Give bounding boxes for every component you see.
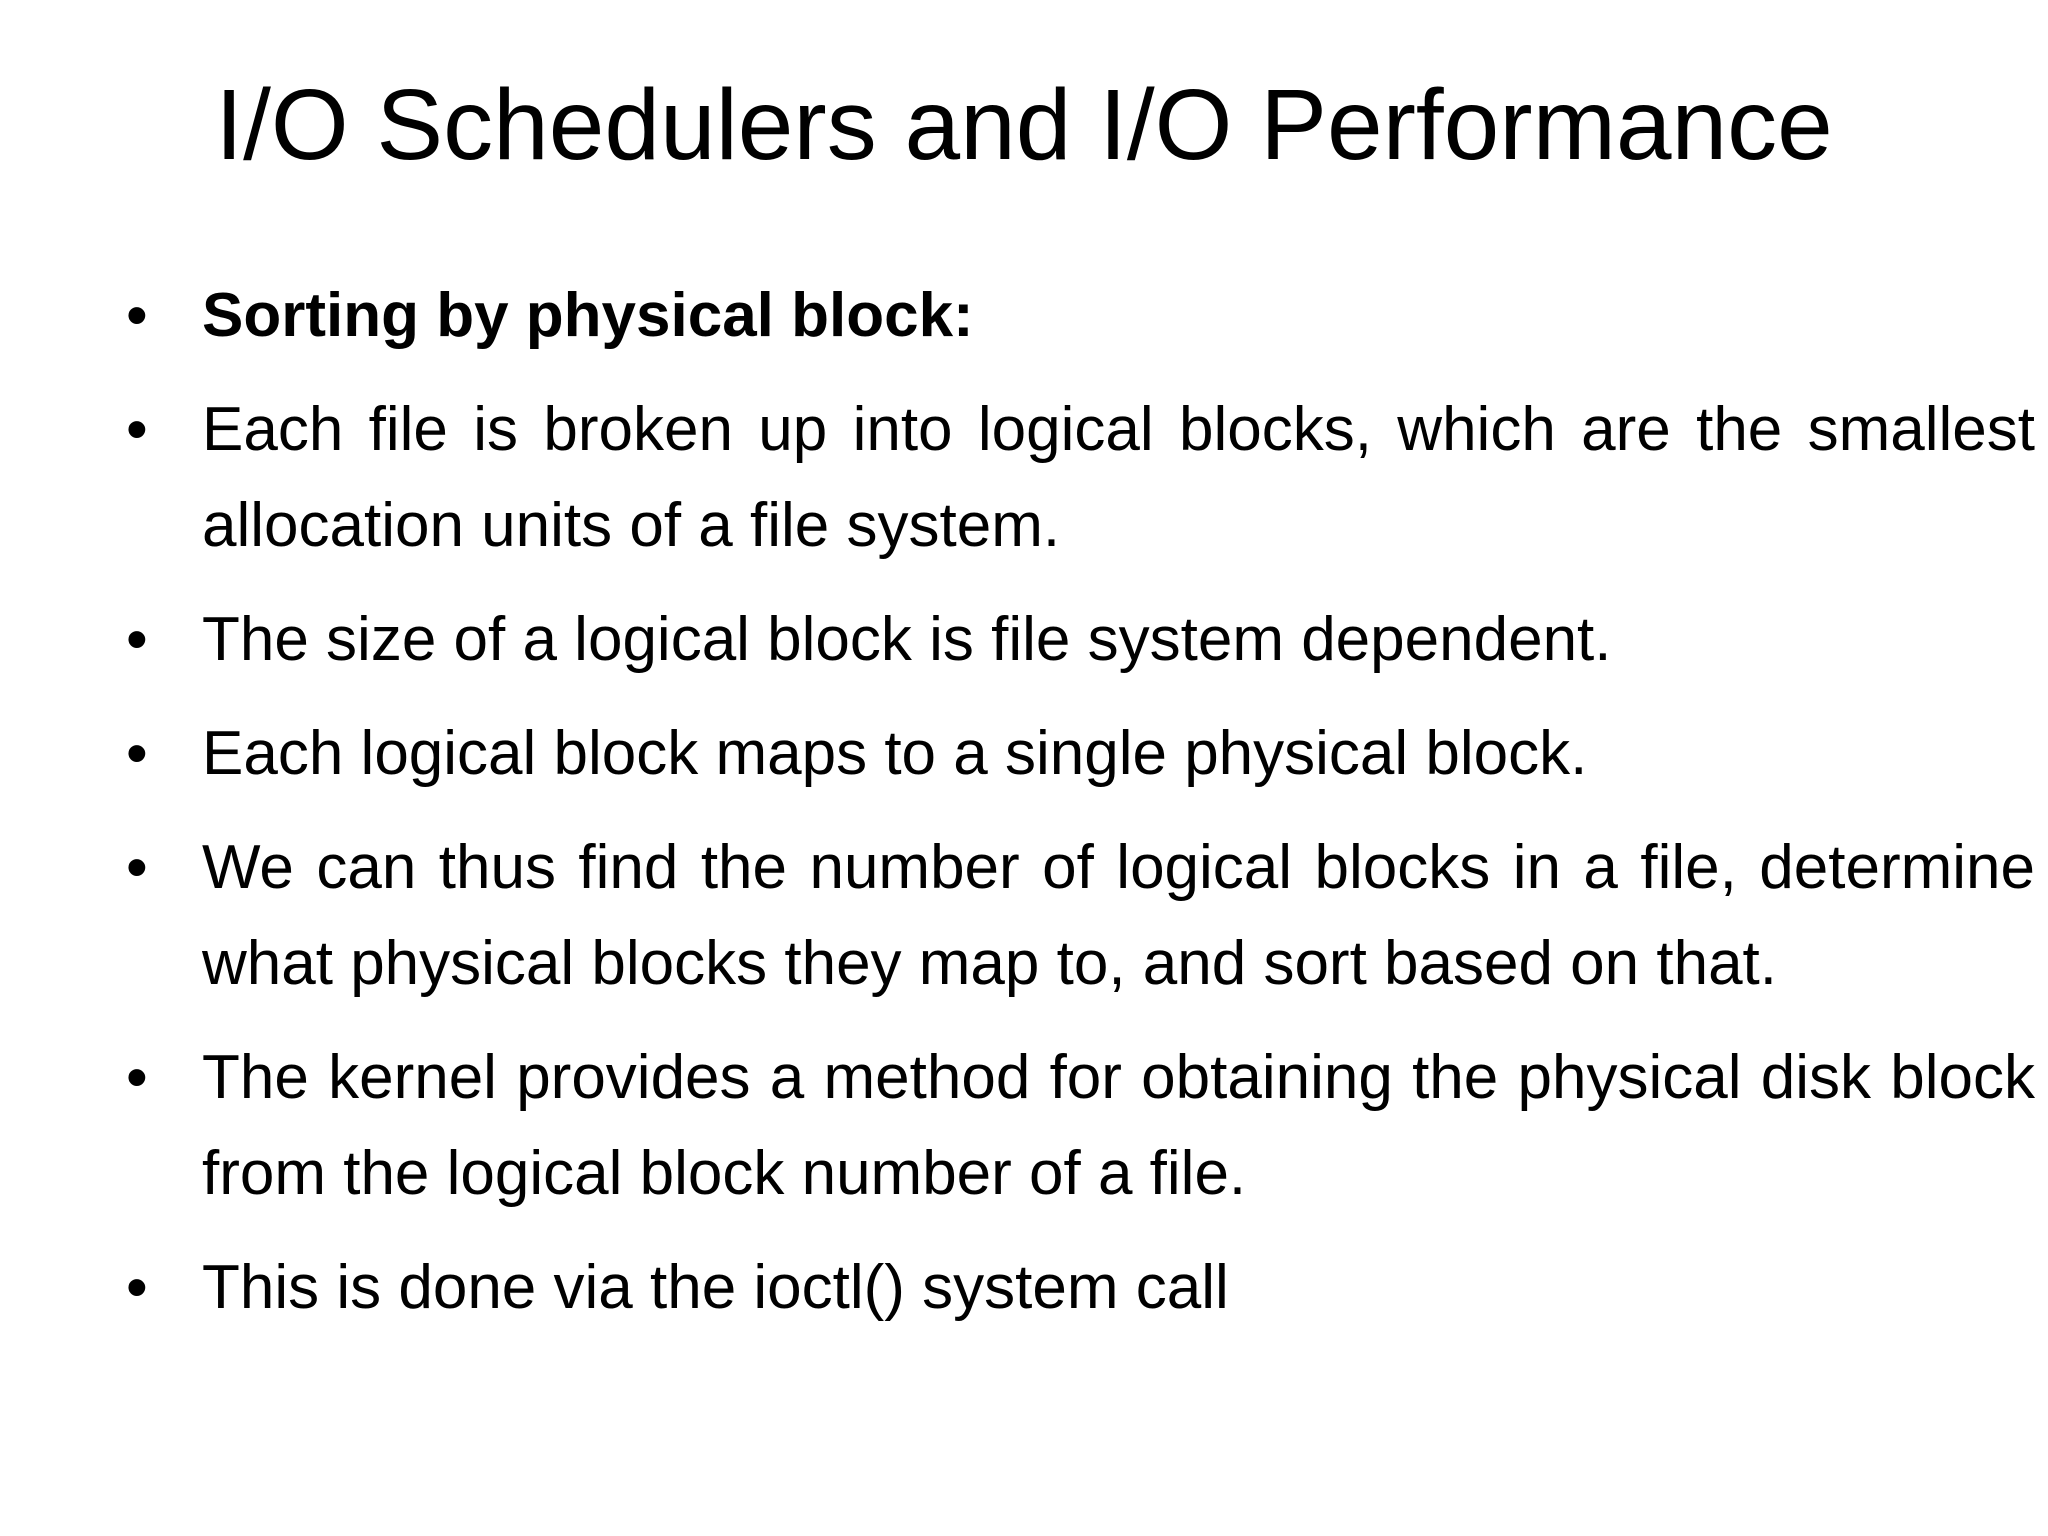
bullet-text-kernel-method: The kernel provides a method for obtaining the physical disk block from the logical block number of a file.	[202, 1043, 2035, 1208]
bullet-text-block-mapping: Each logical block maps to a single physical block.	[202, 719, 1588, 788]
bullet-text-ioctl: This is done via the ioctl() system call	[202, 1253, 1229, 1322]
bullet-icon: •	[126, 281, 148, 350]
bullet-text-block-size: The size of a logical block is file system dependent.	[202, 605, 1612, 674]
bullet-item	[120, 1240, 2035, 1336]
bullet-icon: •	[126, 605, 148, 674]
bullet-text-logical-blocks: Each file is broken up into logical blocks, which are the smallest allocation units of a file system.	[202, 395, 2035, 560]
bullet-icon: •	[126, 1043, 148, 1112]
bullet-icon: •	[126, 395, 148, 464]
bullet-icon: •	[126, 1253, 148, 1322]
bullet-item	[120, 268, 2035, 364]
bullet-item	[120, 1030, 2035, 1222]
bullet-list	[120, 268, 2035, 1354]
bullet-item	[120, 592, 2035, 688]
bullet-icon: •	[126, 719, 148, 788]
bullet-icon: •	[126, 833, 148, 902]
bullet-item	[120, 820, 2035, 1012]
bullet-text-sort-by-physical: We can thus find the number of logical blocks in a file, determine what physical blocks they map to, and sort based on that.	[202, 833, 2035, 998]
bullet-text-sorting-by-physical-block: Sorting by physical block:	[202, 281, 974, 350]
bullet-item	[120, 382, 2035, 574]
slide-title: I/O Schedulers and I/O Performance	[215, 69, 1833, 181]
bullet-item	[120, 706, 2035, 802]
